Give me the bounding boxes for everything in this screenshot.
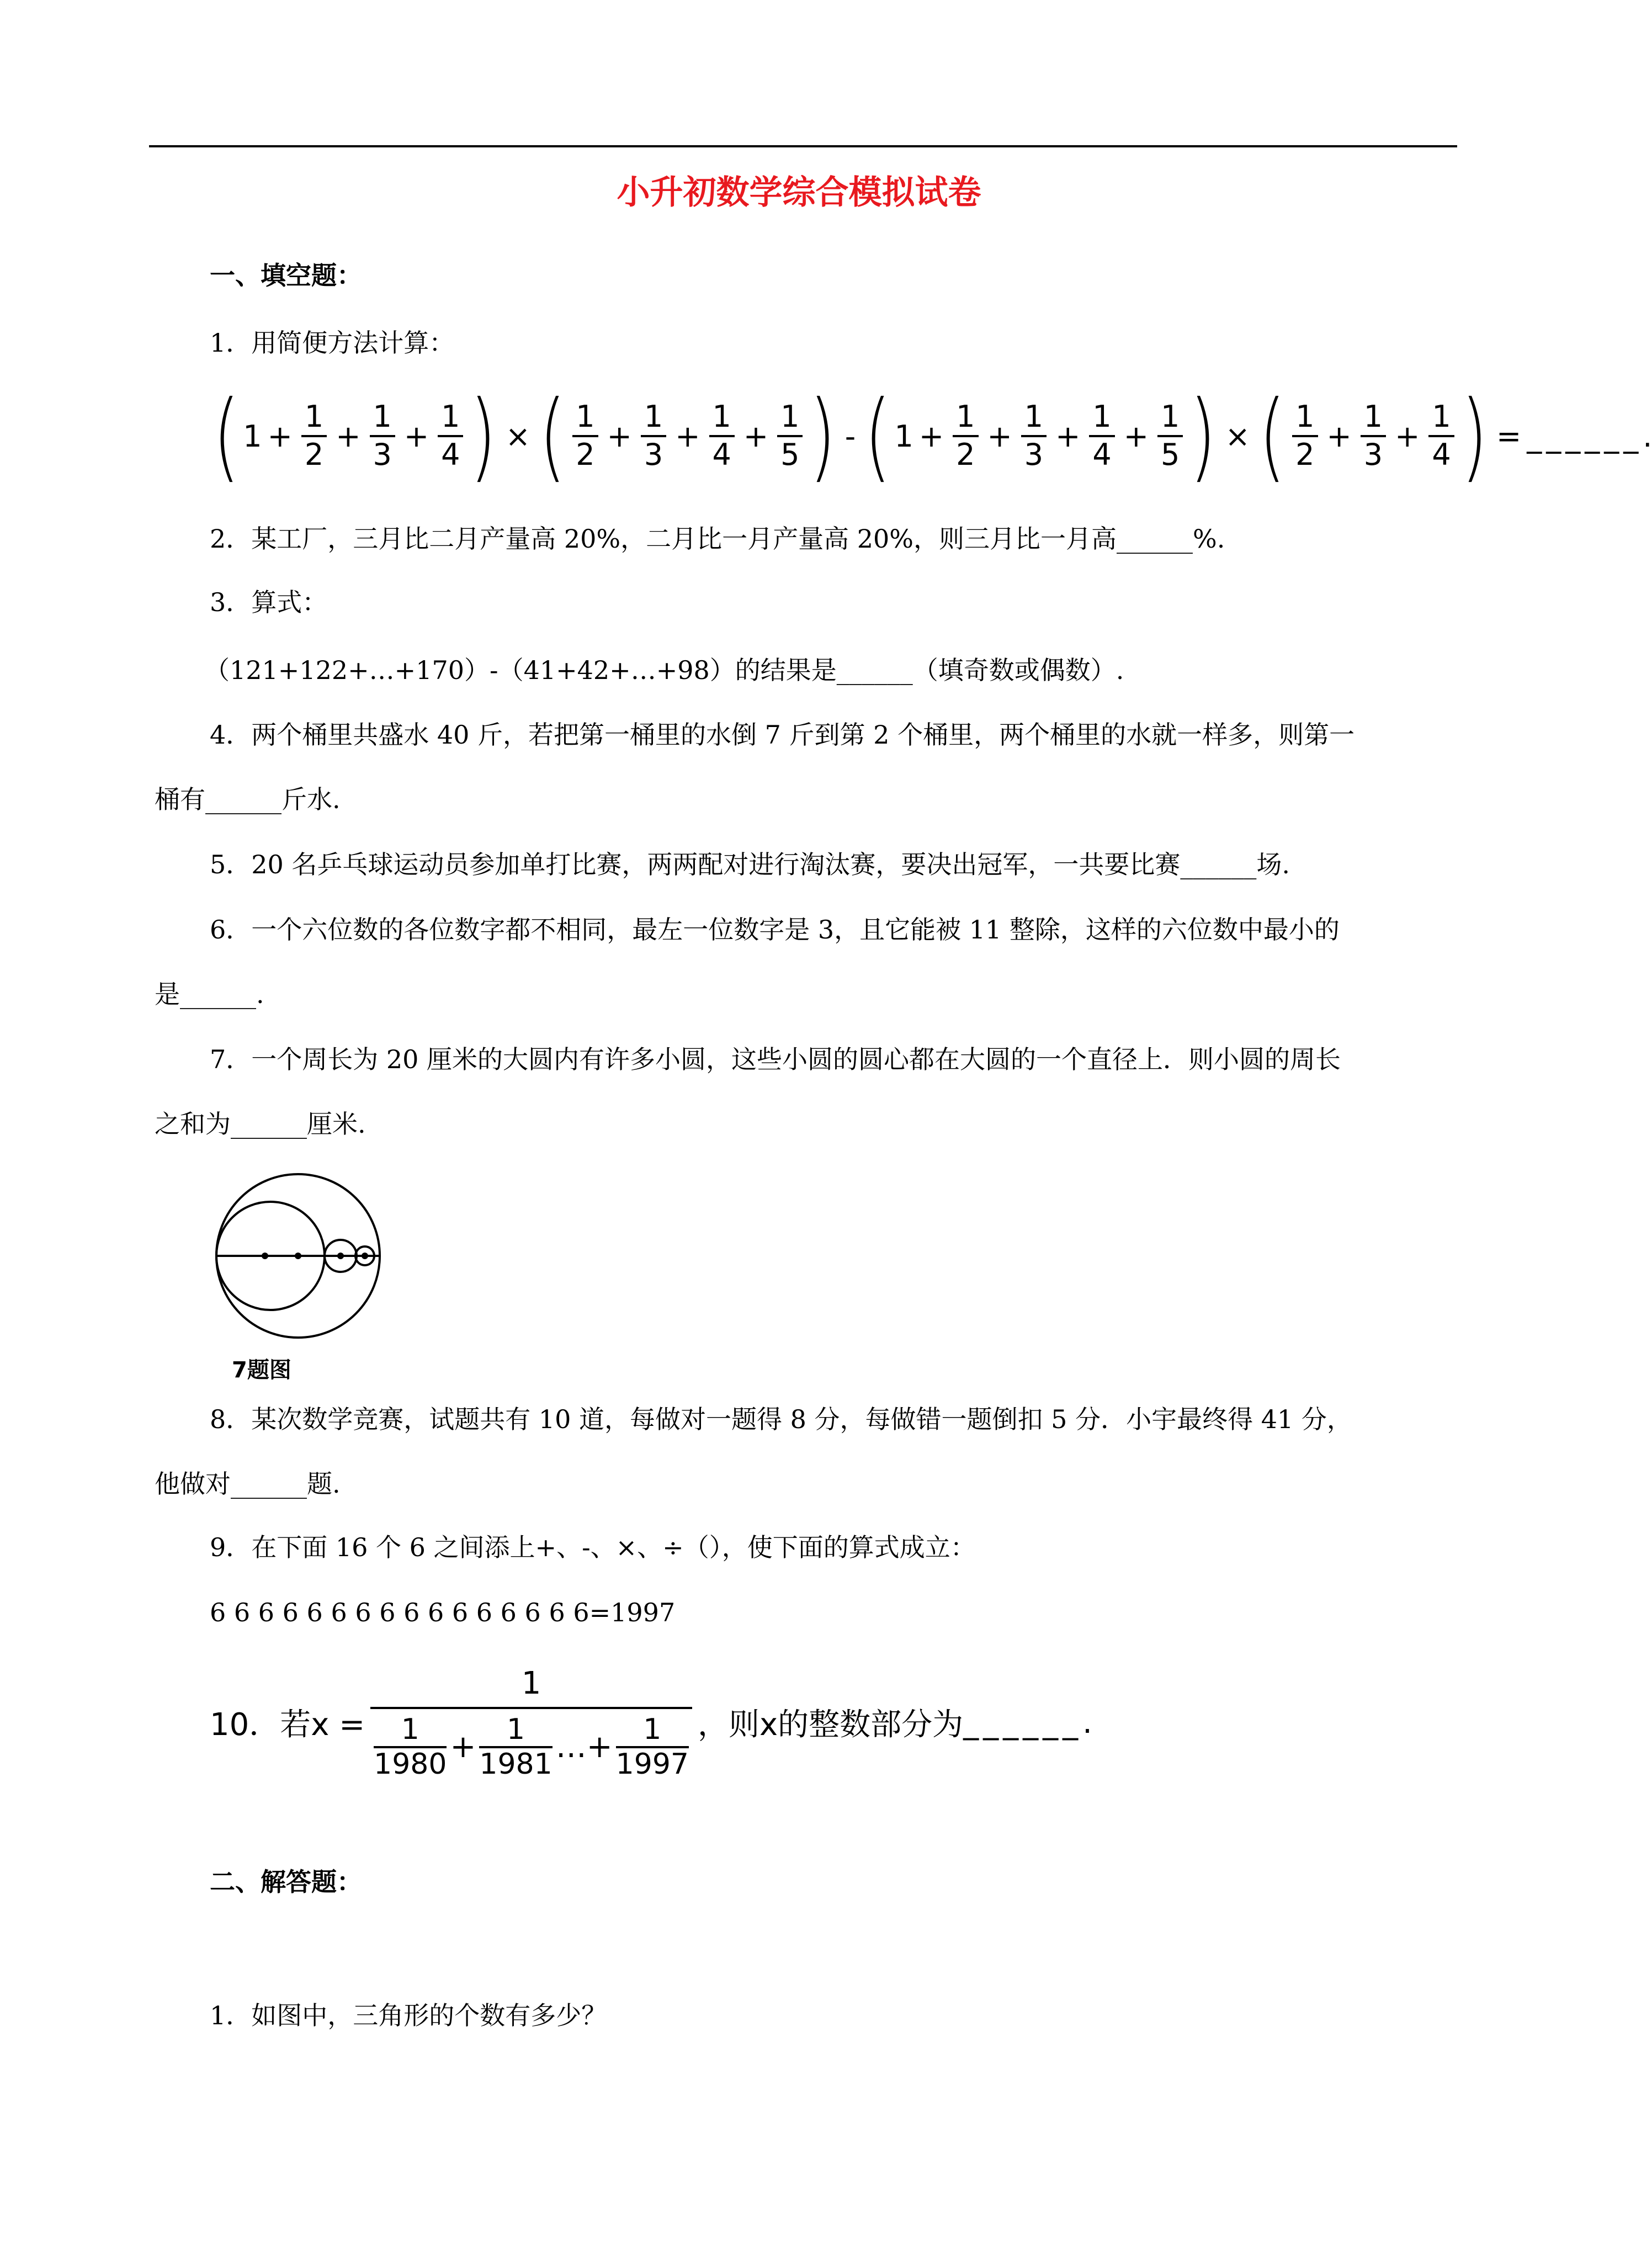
term-one: 1 (243, 418, 262, 454)
answer-question-1: 1．如图中，三角形的个数有多少？ (210, 2001, 607, 2030)
period: . (1643, 418, 1652, 454)
page-title: 小升初数学综合模拟试卷 (617, 173, 981, 212)
section-heading-fill-blank: 一、填空题： (210, 261, 362, 290)
header-rule (149, 145, 1457, 147)
question-3-line2: （121+122+…+170）-（41+42+…+98）的结果是______（填奇数或偶数）. (204, 655, 1124, 685)
op-equals: = (1496, 418, 1522, 454)
q10-prefix: 10．若x = (210, 1707, 365, 1743)
op-times: × (505, 418, 530, 454)
answer-blank-q10: ______ (963, 1704, 1083, 1741)
question-1-expression: ( 1 + $\frac{1}{2}$ + $\frac{1}{3}$ + $\frac{1}{4}$ ) × ( $\frac{1}{2}$ + $\frac{1}{3}$ + $\frac{1}{4}$ + $\frac{1}{5}$ ) - ( 1 + $\frac{1}{2}$ + $\frac{1}{3}$ + $\frac{1}{4}$ + $\frac{1}{5}$ ) × ( $\frac{1}{2}$ + $\frac{1}{3}$ + $\frac{1}{4}$ ) = ______ . (213, 380, 1652, 492)
fraction-1-1981: $\frac{1}{1981}$ (479, 1712, 553, 1781)
answer-blank-q1: ______ (1527, 418, 1643, 454)
q10-suffix: ，则x的整数部分为 (698, 1707, 964, 1743)
question-8-line1: 8．某次数学竞赛，试题共有 10 道，每做对一题得 8 分，每做错一题倒扣 5 分．小宇最终得 41 分， (210, 1404, 1352, 1434)
question-10 (210, 1651, 1092, 1794)
question-6-line2: 是______. (155, 979, 264, 1009)
question-7-line2: 之和为______厘米. (155, 1109, 366, 1139)
question-6-line1: 6．一个六位数的各位数字都不相同，最左一位数字是 3，且它能被 11 整除，这样的六位数中最小的 (210, 915, 1340, 945)
question-9-line1: 9．在下面 16 个 6 之间添上+、-、×、÷（），使下面的算式成立： (210, 1532, 976, 1562)
question-4-line2: 桶有______斤水. (155, 784, 341, 814)
section-heading-answer: 二、解答题： (210, 1867, 362, 1897)
fraction-1-1980: $\frac{1}{1980}$ (374, 1712, 447, 1781)
question-3-line1: 3．算式： (210, 587, 328, 617)
question-4-line1: 4．两个桶里共盛水 40 斤，若把第一桶里的水倒 7 斤到第 2 个桶里，两个桶里的水就一样多，则第一 (210, 720, 1355, 750)
question-7-line1: 7．一个周长为 20 厘米的大圆内有许多小圆，这些小圆的圆心都在大圆的一个直径上．则小圆的周长 (210, 1044, 1341, 1074)
fraction-1-2: $\frac{1}{2}$ (301, 401, 327, 470)
q10-fraction: 1 $\frac{1}{1980}$ + $\frac{1}{1981}$ …+ $\frac{1}{1997}$ (370, 1665, 692, 1779)
circles-diagram (210, 1170, 397, 1347)
fraction-1-1997: $\frac{1}{1997}$ (615, 1712, 689, 1781)
question-5: 5．20 名乒乓球运动员参加单打比赛，两两配对进行淘汰赛，要决出冠军，一共要比赛______场. (210, 850, 1290, 879)
question-2: 2．某工厂，三月比二月产量高 20%，二月比一月产量高 20%，则三月比一月高______%. (210, 524, 1225, 554)
figure-7-caption: 7题图 (232, 1357, 291, 1383)
op-minus: - (844, 418, 856, 454)
fraction-1-4: $\frac{1}{4}$ (438, 401, 463, 470)
figure-7-circles (210, 1170, 397, 1391)
fraction-1-3: $\frac{1}{3}$ (370, 401, 395, 470)
q10-period: . (1082, 1704, 1092, 1741)
question-8-line2: 他做对______题. (155, 1469, 341, 1499)
paren-open: ( (213, 380, 240, 492)
question-1-text: 1．用简便方法计算： (210, 328, 455, 358)
op-plus: + (267, 418, 293, 454)
question-9-line2: 6 6 6 6 6 6 6 6 6 6 6 6 6 6 6 6=1997 (210, 1598, 676, 1627)
